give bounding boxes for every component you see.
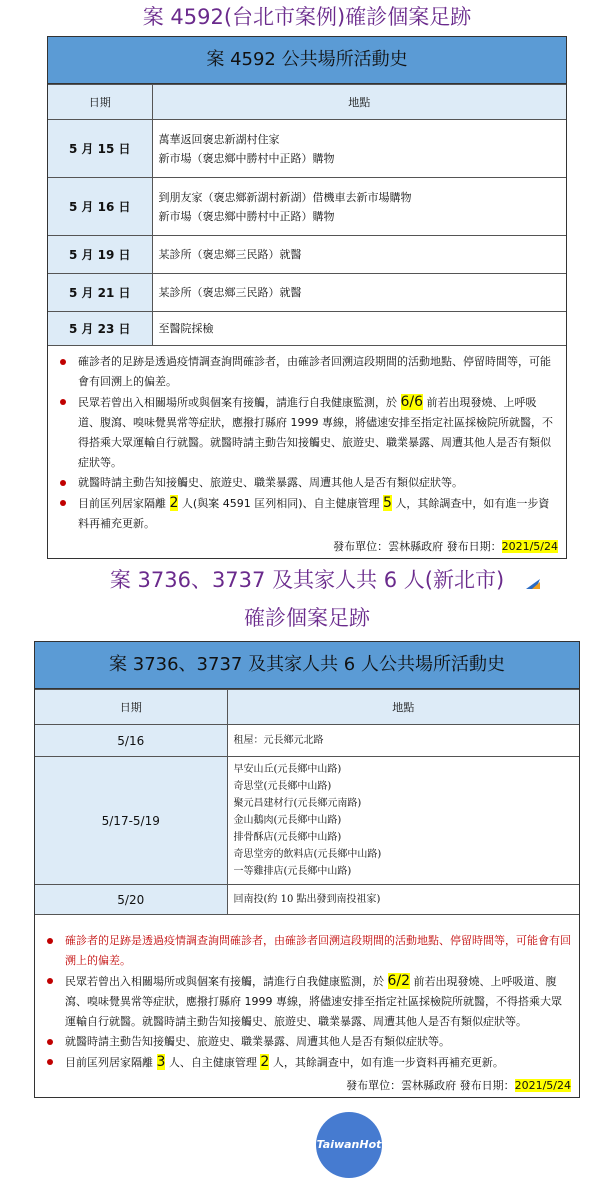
table-row (48, 312, 566, 346)
case-4592-notes (48, 346, 566, 538)
note-item: 民眾若曾出入相關場所或與個案有接觸，請進行自我健康監測，於 6/2 前若出現發燒、上呼吸道、腹瀉、嗅味覺異常等症狀，應撥打縣府 1999 專線，將儘速安排至指定社區採檢院所就醫，不得搭乘大眾運輸自行就醫。就醫時請主動告知接觸史、旅遊史、職業暴露、周遭其他人是否有類似症狀等。 (43, 971, 571, 1032)
row-places (152, 312, 566, 346)
note-item: 目前匡列居家隔離 2 人(與案 4591 匡列相同)、自主健康管理 5 人，其餘調查中，如有進一步資料再補充更新。 (56, 493, 558, 534)
note-item: 確診者的足跡是透過疫情調查詢問確診者，由確診者回溯這段期間的活動地點、停留時間等，可能會有回溯上的偏差。 (56, 352, 558, 392)
note-item: 目前匡列居家隔離 3 人、自主健康管理 2 人，其餘調查中，如有進一步資料再補充更新。 (43, 1052, 571, 1073)
row-places (152, 274, 566, 312)
table-row (48, 120, 566, 178)
note-item: 確診者的足跡是透過疫情調查詢問確診者，由確診者回溯這段期間的活動地點、停留時間等，可能會有回溯上的偏差。 (43, 931, 571, 971)
taiwanhot-watermark: TaiwanHot (316, 1112, 382, 1178)
date-header: 日期 (35, 690, 227, 725)
place-item: 至醫院採檢 (158, 322, 214, 335)
self-health-count: 2 (260, 1054, 270, 1070)
row-places (152, 178, 566, 236)
place-item: 金山鵝肉(元長鄉中山路) (233, 815, 342, 826)
case-3736-footer: 發布單位：雲林縣政府 發布日期：2021/5/24 (346, 1079, 571, 1092)
table-row (48, 178, 566, 236)
case-4592-title: 案 4592 公共場所活動史 (48, 37, 566, 84)
case-4592-footer: 發布單位：雲林縣政府 發布日期：2021/5/24 (333, 540, 558, 553)
case-3736-heading-line1: 案 3736、3737 及其家人共 6 人(新北市) (109, 568, 505, 592)
case-4592-table (48, 84, 566, 346)
table-row (48, 236, 566, 274)
case-3736-notes (35, 915, 579, 1077)
publish-date: 2021/5/24 (514, 1079, 571, 1092)
note-item: 民眾若曾出入相關場所或與個案有接觸，請進行自我健康監測，於 6/6 前若出現發燒、上呼吸道、腹瀉、嗅味覺異常等症狀，應撥打縣府 1999 專線，將儘速安排至指定社區採檢院所就醫，不得搭乘大眾運輸自行就醫。就醫時請主動告知接觸史、旅遊史、職業暴露、周遭其他人是否有類似症狀等。 (56, 392, 558, 473)
row-places (152, 236, 566, 274)
case-3736-title: 案 3736、3737 及其家人共 6 人公共場所活動史 (35, 642, 579, 689)
isolation-count: 2 (169, 495, 179, 511)
case-3736-heading-line2: 確診個案足跡 (244, 606, 370, 630)
row-date: 5 月 15 日 (48, 120, 152, 178)
place-item: 新市場（褒忠鄉中勝村中正路）購物 (158, 151, 335, 165)
row-places (227, 725, 579, 757)
isolation-count: 3 (156, 1054, 166, 1070)
place-item: 某診所（褒忠鄉三民路）就醫 (158, 248, 302, 261)
place-item: 租屋：元長鄉元北路 (233, 735, 324, 746)
row-date: 5 月 23 日 (48, 312, 152, 346)
note-item: 就醫時請主動告知接觸史、旅遊史、職業暴露、周遭其他人是否有類似症狀等。 (43, 1032, 571, 1052)
case-3736-table (35, 689, 579, 915)
place-item: 一等雞排店(元長鄉中山路) (233, 866, 352, 877)
publish-date: 2021/5/24 (501, 540, 558, 553)
place-item: 早安山丘(元長鄉中山路) (233, 764, 342, 775)
row-date: 5/16 (35, 725, 227, 757)
place-item: 回南投(約 10 點出發到南投祖家) (233, 894, 381, 905)
row-places (227, 757, 579, 885)
place-header: 地點 (227, 690, 579, 725)
monitor-deadline: 6/6 (400, 394, 424, 410)
row-date: 5 月 19 日 (48, 236, 152, 274)
place-header: 地點 (152, 85, 566, 120)
table-row (48, 274, 566, 312)
case-3736-card (34, 641, 580, 1098)
place-item: 新市場（褒忠鄉中勝村中正路）購物 (158, 209, 335, 223)
row-places (227, 885, 579, 915)
case-4592-heading: 案 4592(台北市案例)確診個案足跡 (142, 5, 472, 29)
table-row (35, 757, 579, 885)
monitor-deadline: 6/2 (387, 973, 411, 989)
row-date: 5 月 16 日 (48, 178, 152, 236)
row-date: 5/20 (35, 885, 227, 915)
place-item: 某診所（褒忠鄉三民路）就醫 (158, 286, 302, 299)
corner-logo-icon (524, 578, 542, 590)
place-item: 排骨酥店(元長鄉中山路) (233, 832, 342, 843)
place-item: 到朋友家（褒忠鄉新湖村新湖）借機車去新市場購物 (158, 190, 412, 204)
place-item: 奇思堂旁的飲料店(元長鄉中山路) (233, 849, 382, 860)
row-date: 5/17-5/19 (35, 757, 227, 885)
table-row (35, 885, 579, 915)
place-item: 萬華返回褒忠新湖村住家 (158, 132, 280, 146)
place-item: 奇思堂(元長鄉中山路) (233, 781, 332, 792)
case-4592-card (47, 36, 567, 559)
self-health-count: 5 (382, 495, 392, 511)
table-row (35, 725, 579, 757)
row-places (152, 120, 566, 178)
note-item: 就醫時請主動告知接觸史、旅遊史、職業暴露、周遭其他人是否有類似症狀等。 (56, 473, 558, 493)
row-date: 5 月 21 日 (48, 274, 152, 312)
place-item: 聚元昌建材行(元長鄉元南路) (233, 798, 362, 809)
date-header: 日期 (48, 85, 152, 120)
